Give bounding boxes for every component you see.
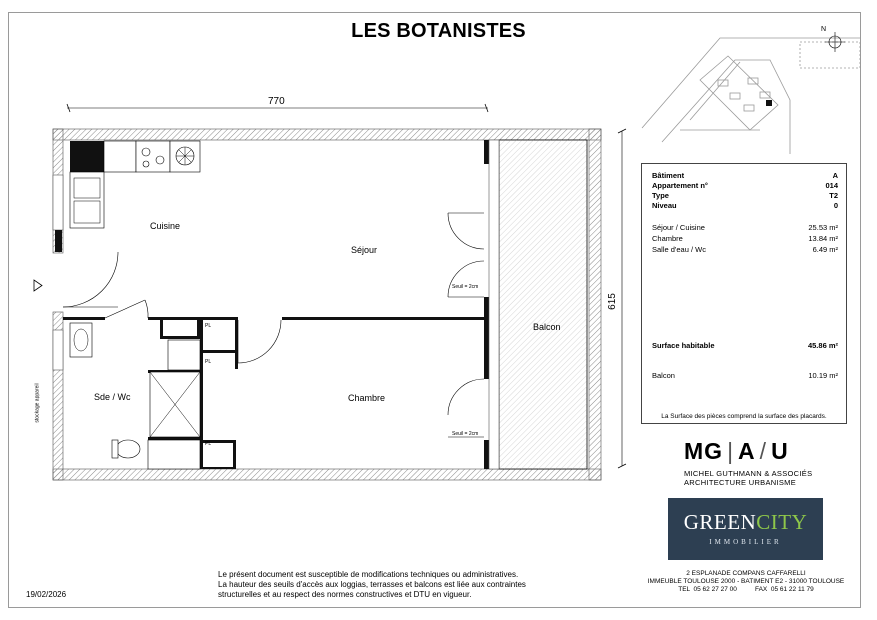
north-label: N <box>821 26 827 33</box>
address-line2: IMMEUBLE TOULOUSE 2000 - BATIMENT E2 - 31000 TOULOUSE <box>647 578 845 585</box>
info-row-balcon: Balcon 10.19 m² <box>652 371 838 380</box>
room-label-chambre: Chambre <box>348 393 386 403</box>
north-arrow-icon <box>825 32 845 52</box>
mgau-line2: ARCHITECTURE URBANISME <box>684 478 797 487</box>
info-row-room: Séjour / Cuisine 25.53 m² <box>652 223 838 232</box>
building-marker <box>766 100 772 106</box>
info-row-niveau: Niveau 0 <box>652 201 838 210</box>
placard-label: PL <box>205 441 212 447</box>
side-note: stockage appareil <box>34 383 41 423</box>
placard-label: PL <box>205 359 212 365</box>
kitchen-counter <box>70 141 200 228</box>
window-kitchen <box>53 175 63 230</box>
info-row-batiment: Bâtiment A <box>652 171 838 180</box>
threshold-label: Seuil = 2cm <box>452 431 479 437</box>
info-row-appartement: Appartement n° 014 <box>652 181 838 190</box>
greencity-logo: GREENCITY IMMOBILIER <box>668 498 823 560</box>
dimension-line-height <box>618 129 626 468</box>
placard-label: PL <box>205 323 212 329</box>
info-row-surface: Surface habitable 45.86 m² <box>652 341 838 350</box>
interior-walls <box>63 140 489 469</box>
address-line3: TEL 05 62 27 27 00 FAX 05 61 22 11 79 <box>678 586 814 593</box>
dimension-height: 615 <box>606 293 618 310</box>
page-title: LES BOTANISTES <box>351 20 526 42</box>
wall-pier <box>55 230 62 252</box>
window-bathroom <box>53 330 63 370</box>
door-swings <box>63 213 484 437</box>
room-label-balcon: Balcon <box>533 322 561 332</box>
mgau-logo: MG | A / U <box>684 438 789 464</box>
info-row-type: Type T2 <box>652 191 838 200</box>
mgau-line1: MICHEL GUTHMANN & ASSOCIÉS <box>684 469 813 478</box>
document-date: 19/02/2026 <box>26 590 67 599</box>
room-label-cuisine: Cuisine <box>150 221 181 231</box>
info-note: La Surface des pièces comprend la surface des placards. <box>661 413 827 420</box>
threshold-label: Seuil = 2cm <box>452 284 479 290</box>
info-row-room: Salle d'eau / Wc 6.49 m² <box>652 245 838 254</box>
entry-arrow-icon <box>34 280 42 291</box>
disclaimer: Le présent document est susceptible de modifications techniques ou administratives. La hauteur des seuils d'accès aux loggias, terrasses et balcons est liée aux contraintes structurelles et au respect des normes constructives et DTU en vigueur. <box>218 570 526 599</box>
info-row-room: Chambre 13.84 m² <box>652 234 838 243</box>
room-label-sde: Sde / Wc <box>94 392 131 402</box>
room-label-sejour: Séjour <box>351 245 378 255</box>
site-location-map <box>642 38 860 154</box>
address-line1: 2 ESPLANADE COMPANS CAFFARELLI <box>686 570 806 577</box>
balcony <box>489 140 587 469</box>
apartment-info-box <box>641 163 847 424</box>
dimension-width: 770 <box>268 96 285 107</box>
bathroom-fixtures <box>70 323 200 469</box>
